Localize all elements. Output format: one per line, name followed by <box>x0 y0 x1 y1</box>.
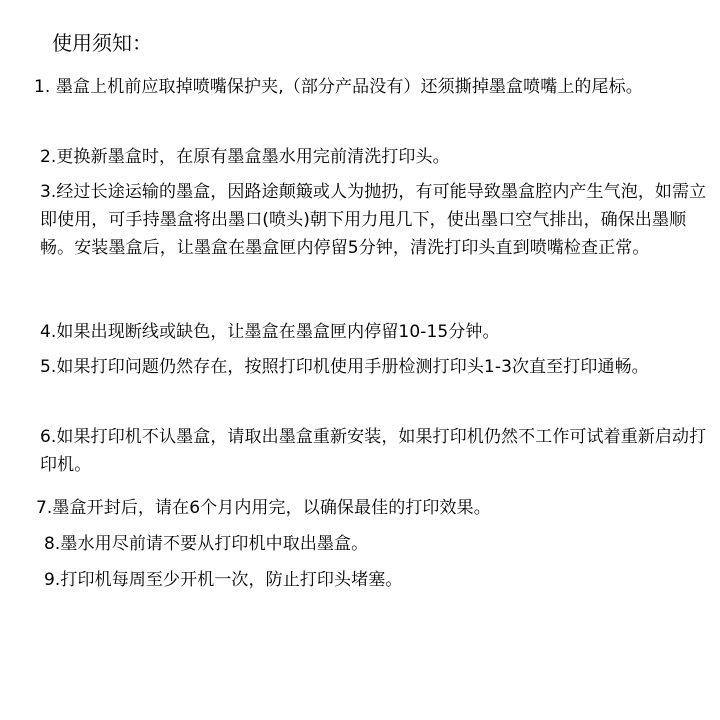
notice-item-8: 8.墨水用尽前请不要从打印机中取出墨盒。 <box>44 534 369 554</box>
notice-item-7: 7.墨盒开封后，请在6个月内用完，以确保最佳的打印效果。 <box>36 498 491 518</box>
notice-item-6: 6.如果打印机不认墨盒，请取出墨盒重新安装，如果打印机仍然不工作可试着重新启动打印机。 <box>40 427 707 475</box>
notice-item-9: 9.打印机每周至少开机一次，防止打印头堵塞。 <box>44 570 403 590</box>
notice-item-2: 2.更换新墨盒时，在原有墨盒墨水用完前清洗打印头。 <box>40 147 450 167</box>
notice-title: 使用须知： <box>52 31 152 55</box>
notice-item-5: 5.如果打印问题仍然存在，按照打印机使用手册检测打印头1-3次直至打印通畅。 <box>40 357 649 377</box>
notice-item-4: 4.如果出现断线或缺色，让墨盒在墨盒匣内停留10-15分钟。 <box>40 322 500 342</box>
notice-item-3: 3.经过长途运输的墨盒，因路途颠簸或人为抛扔，有可能导致墨盒腔内产生气泡，如需立即使用，可手持墨盒将出墨口(喷头)朝下用力甩几下，使出墨口空气排出，确保出墨顺畅。安装墨盒后，让墨盒在墨盒匣内停留5分钟，清洗打印头直到喷嘴检查正常。 <box>40 182 707 258</box>
notice-item-1: 1. 墨盒上机前应取掉喷嘴保护夹,（部分产品没有）还须撕掉墨盒喷嘴上的尾标。 <box>34 77 643 97</box>
